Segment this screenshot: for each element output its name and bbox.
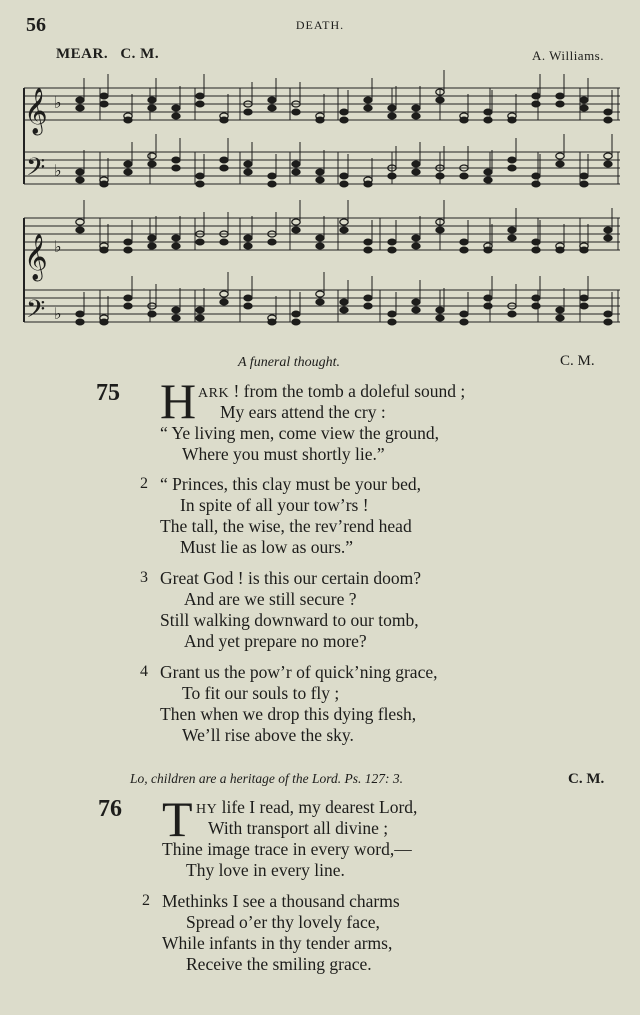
note-head [580, 295, 588, 301]
note-head [292, 219, 300, 225]
svg-text:♭: ♭ [54, 237, 62, 256]
running-title: DEATH. [295, 18, 345, 32]
note-head [436, 173, 444, 179]
verse-line: Thy love in every line. [186, 860, 345, 880]
hymn-number: 75 [96, 380, 120, 406]
note-head [124, 169, 132, 175]
verse-line: With transport all divine ; [208, 818, 389, 838]
note-head [364, 239, 372, 245]
verse-line: ARK ! from the tomb a doleful sound ; [198, 381, 466, 401]
note-head [316, 299, 324, 305]
note-head [532, 295, 540, 301]
note-head [604, 117, 612, 123]
note-head [316, 169, 324, 175]
verse-line: We’ll rise above the sky. [182, 725, 354, 745]
note-head [244, 161, 252, 167]
note-head [556, 315, 564, 321]
verse-line: Spread o’er thy lovely face, [186, 912, 380, 932]
note-head [196, 315, 204, 321]
note-head [196, 239, 204, 245]
note-head [364, 181, 372, 187]
note-head [148, 161, 156, 167]
svg-text:𝄞: 𝄞 [24, 88, 48, 134]
svg-text:♭: ♭ [54, 304, 62, 323]
hymn-meter: C. M. [560, 353, 595, 369]
note-head [388, 113, 396, 119]
page-number: 56 [26, 14, 46, 36]
note-head [532, 181, 540, 187]
note-head [196, 101, 204, 107]
note-head [316, 291, 324, 297]
note-head [508, 157, 516, 163]
note-head [172, 307, 180, 313]
note-head [484, 303, 492, 309]
note-head [196, 93, 204, 99]
note-head [76, 105, 84, 111]
note-head [460, 239, 468, 245]
hymn-meter: C. M. [568, 771, 605, 787]
verse-line: To fit our souls to fly ; [182, 683, 340, 703]
note-head [580, 173, 588, 179]
note-head [292, 227, 300, 233]
note-head [508, 235, 516, 241]
note-head [244, 243, 252, 249]
note-head [532, 239, 540, 245]
tune-meter: C. M. [120, 46, 160, 62]
verse-line: Must lie as low as ours.” [180, 537, 354, 557]
note-head [532, 247, 540, 253]
note-head [100, 319, 108, 325]
note-head [604, 161, 612, 167]
note-head [484, 177, 492, 183]
note-head [460, 319, 468, 325]
note-head [148, 235, 156, 241]
note-head [484, 117, 492, 123]
note-head [364, 97, 372, 103]
note-head [532, 303, 540, 309]
note-head [340, 109, 348, 115]
note-head [244, 295, 252, 301]
note-head [460, 247, 468, 253]
note-head [340, 227, 348, 233]
note-head [220, 291, 228, 297]
note-head [460, 311, 468, 317]
verse-line: Methinks I see a thousand charms [162, 891, 400, 911]
note-head [76, 177, 84, 183]
note-head [292, 169, 300, 175]
note-head [316, 235, 324, 241]
scripture-reference: Lo, children are a heritage of the Lord. Ps. 127: 3. [130, 771, 403, 786]
note-head [292, 319, 300, 325]
verse-line: “ Ye living men, come view the ground, [160, 423, 439, 443]
note-head [412, 299, 420, 305]
note-head [532, 101, 540, 107]
drop-cap: T [162, 791, 193, 847]
note-head [340, 181, 348, 187]
note-head [196, 307, 204, 313]
note-head [196, 173, 204, 179]
note-head [580, 181, 588, 187]
verse-number: 3 [140, 569, 148, 586]
note-head [340, 307, 348, 313]
note-head [580, 97, 588, 103]
verse-line: Then when we drop this dying flesh, [160, 704, 417, 724]
note-head [76, 169, 84, 175]
note-head [484, 169, 492, 175]
note-head [556, 153, 564, 159]
note-head [604, 153, 612, 159]
note-head [532, 173, 540, 179]
note-head [388, 173, 396, 179]
note-head [292, 161, 300, 167]
note-head [388, 311, 396, 317]
note-head [484, 295, 492, 301]
note-head [340, 117, 348, 123]
note-head [268, 319, 276, 325]
verse-line: “ Princes, this clay must be your bed, [160, 474, 421, 494]
note-head [76, 319, 84, 325]
note-head [388, 105, 396, 111]
note-head [508, 227, 516, 233]
note-head [412, 161, 420, 167]
note-head [76, 311, 84, 317]
hymn-number: 76 [98, 796, 122, 822]
note-head [388, 247, 396, 253]
note-head [148, 105, 156, 111]
verse-line: Great God ! is this our certain doom? [160, 568, 421, 588]
note-head [316, 177, 324, 183]
svg-text:𝄞: 𝄞 [24, 234, 48, 280]
note-head [460, 173, 468, 179]
note-head [76, 227, 84, 233]
note-head [148, 153, 156, 159]
note-head [436, 227, 444, 233]
note-head [292, 109, 300, 115]
note-head [364, 105, 372, 111]
verse-line: Still walking downward to our tomb, [160, 610, 419, 630]
note-head [460, 117, 468, 123]
note-head [124, 117, 132, 123]
note-head [172, 113, 180, 119]
key-signature-flat-icon [54, 93, 62, 323]
note-head [604, 319, 612, 325]
music-score [20, 70, 630, 340]
note-head [340, 219, 348, 225]
verse-line: Grant us the pow’r of quick’ning grace, [160, 662, 438, 682]
note-head [220, 299, 228, 305]
note-head [412, 169, 420, 175]
note-head [412, 243, 420, 249]
note-head [172, 105, 180, 111]
note-head [508, 311, 516, 317]
note-head [604, 109, 612, 115]
verse-line: Where you must shortly lie.” [182, 444, 385, 464]
svg-text:𝄢: 𝄢 [26, 295, 46, 330]
note-head [412, 105, 420, 111]
verse-line: And yet prepare no more? [184, 631, 367, 651]
note-head [508, 165, 516, 171]
note-head [100, 93, 108, 99]
note-head [412, 307, 420, 313]
note-head [580, 105, 588, 111]
note-head [340, 173, 348, 179]
note-head [388, 239, 396, 245]
composer: A. Williams. [531, 48, 604, 63]
verse-line: Thine image trace in every word,— [162, 839, 412, 859]
note-head [244, 169, 252, 175]
note-head [580, 303, 588, 309]
note-head [364, 247, 372, 253]
note-head [412, 113, 420, 119]
note-head [316, 117, 324, 123]
tune-heading [56, 46, 159, 63]
note-head [124, 161, 132, 167]
verse-number: 2 [142, 892, 150, 909]
note-head [124, 239, 132, 245]
note-head [220, 157, 228, 163]
hymn-subtitle: A funeral thought. [238, 355, 341, 370]
note-head [100, 101, 108, 107]
music-notes [76, 70, 612, 325]
note-head [124, 247, 132, 253]
note-head [364, 303, 372, 309]
note-head [148, 311, 156, 317]
note-head [100, 247, 108, 253]
note-head [316, 243, 324, 249]
verse-line: And are we still secure ? [184, 589, 357, 609]
note-head [340, 299, 348, 305]
note-head [604, 311, 612, 317]
verse-number: 2 [140, 475, 148, 492]
svg-text:𝄢: 𝄢 [26, 153, 46, 188]
note-head [556, 307, 564, 313]
note-head [76, 97, 84, 103]
note-head [604, 235, 612, 241]
note-head [196, 181, 204, 187]
verse-line: My ears attend the cry : [220, 402, 386, 422]
note-head [532, 93, 540, 99]
note-head [484, 109, 492, 115]
note-head [556, 161, 564, 167]
note-head [172, 243, 180, 249]
note-head [436, 97, 444, 103]
note-head [268, 239, 276, 245]
tune-name: MEAR. [56, 46, 109, 62]
note-head [388, 319, 396, 325]
note-head [268, 105, 276, 111]
note-head [244, 303, 252, 309]
note-head [556, 93, 564, 99]
note-head [364, 295, 372, 301]
note-head [436, 315, 444, 321]
note-head [172, 235, 180, 241]
note-head [220, 239, 228, 245]
verse-line: While infants in thy tender arms, [162, 933, 393, 953]
verse-line: The tall, the wise, the rev’rend head [160, 516, 412, 536]
svg-text:♭: ♭ [54, 93, 62, 112]
note-head [148, 97, 156, 103]
verse-line: Receive the smiling grace. [186, 954, 372, 974]
note-head [412, 235, 420, 241]
note-head [100, 181, 108, 187]
note-head [124, 295, 132, 301]
note-head [580, 247, 588, 253]
note-head [292, 311, 300, 317]
note-head [604, 227, 612, 233]
note-head [436, 307, 444, 313]
note-head [220, 117, 228, 123]
verse-number: 4 [140, 663, 148, 680]
note-head [268, 173, 276, 179]
note-head [556, 101, 564, 107]
note-head [556, 247, 564, 253]
note-head [508, 117, 516, 123]
note-head [148, 243, 156, 249]
note-head [76, 219, 84, 225]
note-head [244, 109, 252, 115]
drop-cap: H [160, 373, 197, 429]
note-head [268, 97, 276, 103]
note-head [268, 181, 276, 187]
verse-line: In spite of all your tow’rs ! [180, 495, 369, 515]
note-head [484, 247, 492, 253]
svg-text:♭: ♭ [54, 161, 62, 180]
note-head [172, 157, 180, 163]
note-head [172, 315, 180, 321]
note-head [172, 165, 180, 171]
note-head [124, 303, 132, 309]
note-head [244, 235, 252, 241]
note-head [220, 165, 228, 171]
verse-line: HY life I read, my dearest Lord, [196, 797, 418, 817]
